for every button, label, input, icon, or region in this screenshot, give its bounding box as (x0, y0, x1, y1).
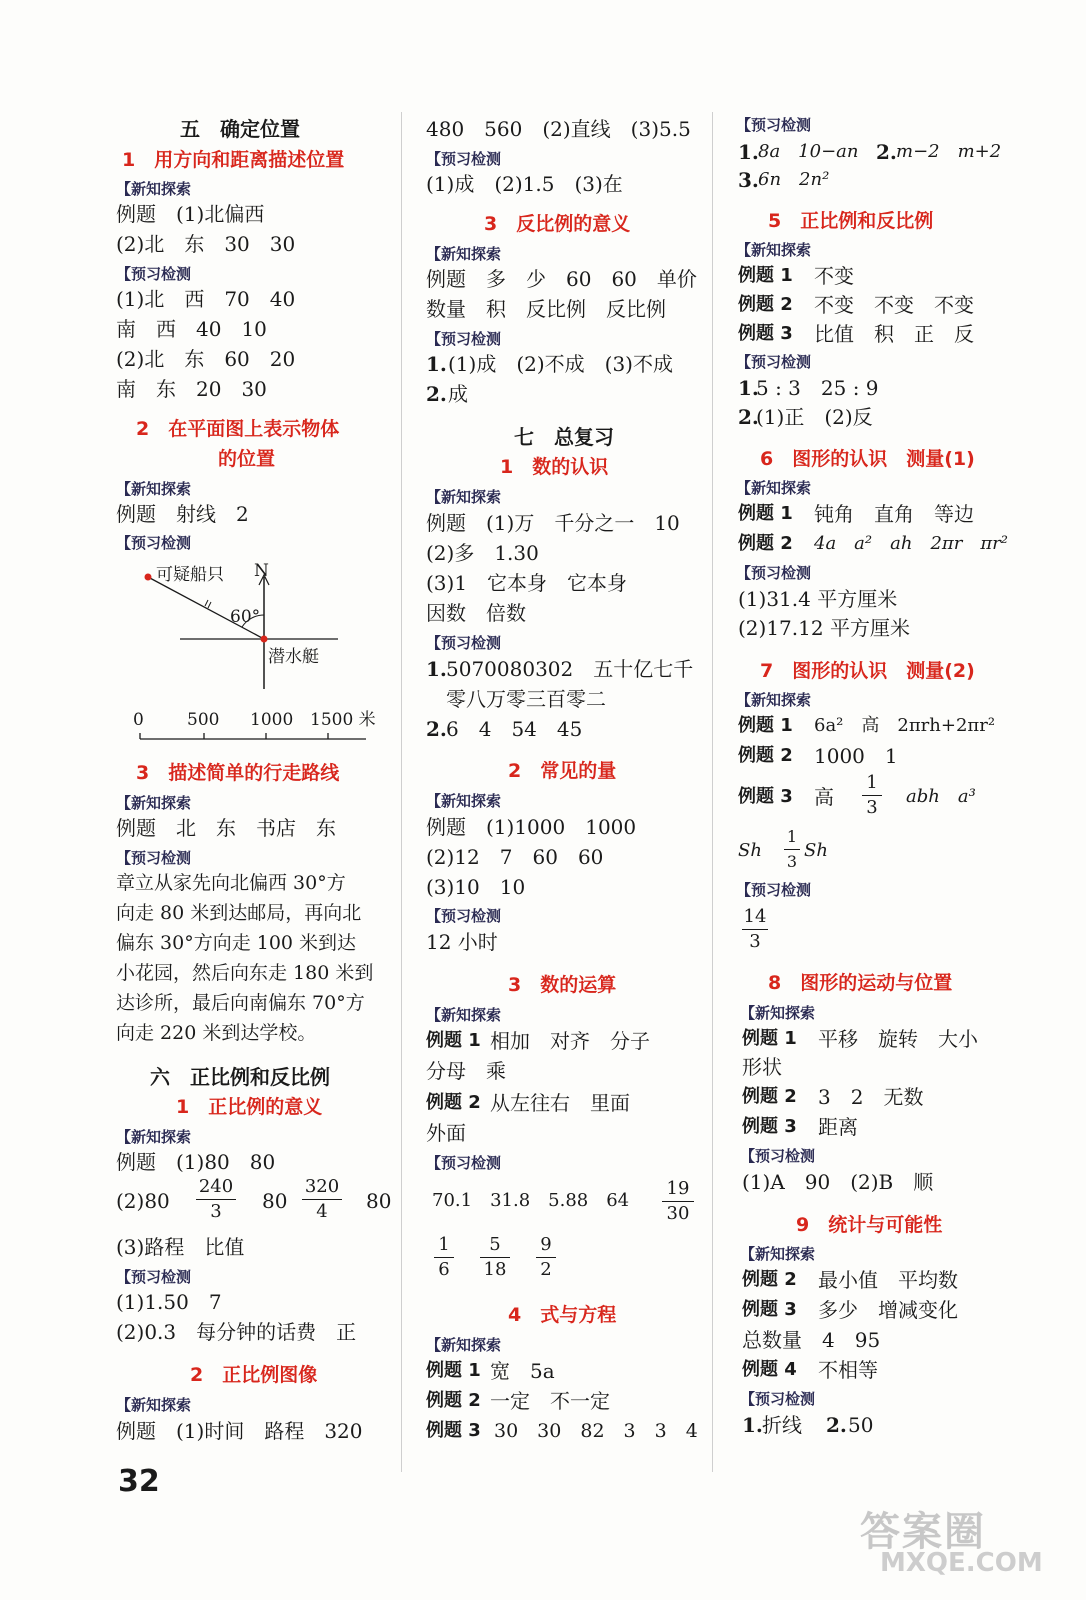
tag-new-knowledge: 【新知探索 (116, 1396, 192, 1414)
example-label: 例题 2 (738, 294, 793, 315)
ship-dot (145, 574, 152, 581)
example-label: 例题 1 (738, 715, 793, 736)
item-number: 1. (426, 352, 447, 376)
answer-line: 例题 (1)80 80 (116, 1150, 276, 1174)
answer-line: 30 30 82 3 3 4 (494, 1420, 698, 1442)
answer-line: (1)31.4 平方厘米 (738, 587, 898, 611)
paragraph-line: 向走 80 米到达邮局，再向北 (116, 902, 362, 924)
answer-line: 宽 5a (490, 1359, 555, 1383)
fraction-numerator: 1 (786, 827, 798, 846)
answer-line: (1)正 (2)反 (756, 405, 873, 429)
fraction-denominator: 3 (210, 1201, 222, 1222)
example-label: 例题 1 (426, 1030, 481, 1051)
item-number: 2. (426, 382, 447, 406)
fraction-denominator: 3 (749, 931, 761, 952)
answer-line: 成 (448, 382, 468, 406)
fraction (302, 1176, 342, 1223)
answer-line: 形状 (742, 1055, 782, 1079)
column-divider (712, 112, 713, 1472)
north-label: N (254, 561, 269, 581)
fraction-numerator: 9 (540, 1234, 552, 1255)
answer-line: Sh (804, 840, 828, 861)
answer-line: 不变 (814, 264, 854, 288)
answer-line: 6a² 高 2πrh+2πr² (814, 715, 996, 736)
example-label: 例题 2 (738, 533, 793, 554)
answer-line: m−2 m+2 (896, 141, 1002, 162)
section-title: 3 描述简单的行走路线 (136, 762, 340, 784)
section-title: 2 在平面图上表示物体 (136, 418, 340, 440)
tag-new-knowledge: 【新知探索 (116, 1128, 192, 1146)
tag-new-knowledge: 【新知探索 (426, 792, 502, 810)
answer-line: 南 东 20 30 (116, 377, 267, 401)
scale-label: 1000 (250, 710, 294, 730)
section-title: 6 图形的认识 测量(1) (760, 448, 975, 470)
fraction-denominator: 4 (316, 1201, 328, 1222)
example-label: 例题 4 (742, 1359, 797, 1380)
tag-new-knowledge: 【新知探索 (426, 1336, 502, 1354)
answer-line: (2)多 1.30 (426, 541, 539, 565)
paragraph-line: 达诊所，最后向南偏东 70°方 (116, 992, 365, 1014)
answer-line: 总数量 4 95 (742, 1328, 881, 1352)
scale-label: 0 (133, 710, 144, 730)
answer-line: 因数 倍数 (426, 601, 526, 625)
section-title: 2 常见的量 (508, 760, 617, 782)
section-title: 3 反比例的意义 (484, 213, 631, 235)
example-label: 例题 3 (742, 1299, 797, 1320)
fraction-denominator: 18 (483, 1259, 507, 1280)
fraction-numerator: 1 (438, 1234, 450, 1255)
answer-line: 例题 射线 2 (116, 502, 249, 526)
tag-preview-check: 【预习检测 (116, 265, 192, 283)
tag-preview-check: 【预习检测 (740, 1147, 816, 1165)
item-number: 2. (738, 405, 759, 429)
fraction (862, 772, 882, 819)
submarine-dot (261, 636, 268, 643)
answer-line: (2)北 东 60 20 (116, 347, 296, 371)
answer-line: (1)A 90 (2)B 顺 (742, 1170, 934, 1194)
paragraph-line: 向走 220 米到达学校。 (116, 1022, 317, 1044)
answer-line: 6n 2n² (758, 169, 830, 190)
tag-new-knowledge: 【新知探索 (116, 794, 192, 812)
answer-line: (2)17.12 平方厘米 (738, 616, 910, 640)
fraction-numerator: 19 (666, 1178, 690, 1199)
example-label: 例题 2 (738, 745, 793, 766)
answer-line: 折线 (762, 1413, 802, 1437)
tag-new-knowledge: 【新知探索 (426, 245, 502, 263)
tag-preview-check: 【预习检测 (426, 150, 502, 168)
example-label: 例题 1 (738, 503, 793, 524)
answer-line: (2)12 7 60 60 (426, 845, 604, 869)
paragraph-line: 偏东 30°方向走 100 米到达 (116, 932, 357, 954)
tag-new-knowledge: 【新知探索 (736, 479, 812, 497)
example-label: 例题 2 (742, 1086, 797, 1107)
answer-line: (1)北 西 70 40 (116, 287, 296, 311)
watermark-logo: 答案圈 (860, 1509, 986, 1555)
answer-line: (3)1 它本身 它本身 (426, 571, 628, 595)
answer-line: (2)北 东 30 30 (116, 232, 296, 256)
answer-line: 8a 10−an (758, 141, 859, 162)
answer-line: 比值 积 正 反 (814, 322, 974, 346)
tag-new-knowledge: 【新知探索 (736, 241, 812, 259)
answer-line: 不变 不变 不变 (814, 293, 974, 317)
tag-preview-check: 【预习检测 (426, 907, 502, 925)
answer-line: 相加 对齐 分子 (490, 1029, 650, 1053)
answer-line: 6 4 54 45 (446, 717, 583, 741)
fraction-numerator: 240 (198, 1176, 234, 1197)
answer-line: 80 (262, 1189, 288, 1213)
fraction (536, 1234, 556, 1281)
item-number: 2. (426, 717, 447, 741)
section-title: 3 数的运算 (508, 974, 617, 996)
tag-preview-check: 【预习检测 (740, 1390, 816, 1408)
answer-line: 不相等 (818, 1358, 878, 1382)
fraction-denominator: 2 (540, 1259, 552, 1280)
answer-line: 50 (848, 1413, 874, 1437)
item-number: 2. (826, 1413, 847, 1437)
item-number: 1. (742, 1413, 763, 1437)
answer-line: 例题 (1)1000 1000 (426, 815, 637, 839)
answer-line: 南 西 40 10 (116, 317, 267, 341)
tag-preview-check: 【预习检测 (426, 1154, 502, 1172)
answer-line: (3)10 10 (426, 875, 526, 899)
answer-line: 80 (366, 1189, 392, 1213)
ship-label: 可疑船只 (156, 565, 224, 585)
fraction-numerator: 1 (866, 772, 878, 793)
answer-line: 4a a² ah 2πr πr² (814, 533, 1008, 554)
tag-preview-check: 【预习检测 (736, 116, 812, 134)
fraction-denominator: 30 (666, 1203, 690, 1224)
answer-line: Sh (738, 840, 762, 861)
tag-new-knowledge: 【新知探索 (116, 480, 192, 498)
page-number: 32 (118, 1464, 160, 1499)
item-number: 1. (426, 657, 447, 681)
chapter-title: 五 确定位置 (180, 117, 300, 141)
answer-line: 480 560 (2)直线 (3)5.5 (426, 117, 691, 141)
answer-line: 高 (814, 785, 834, 809)
answer-line: (2)80 (116, 1189, 170, 1213)
section-title: 2 正比例图像 (190, 1364, 318, 1386)
answer-line: 例题 (1)北偏西 (116, 202, 265, 226)
answer-line: 外面 (426, 1121, 466, 1145)
answer-line: 5070080302 五十亿七千 (446, 657, 694, 681)
fraction (742, 906, 768, 953)
tag-new-knowledge: 【新知探索 (426, 1006, 502, 1024)
example-label: 例题 1 (738, 265, 793, 286)
fraction (196, 1176, 236, 1223)
tag-preview-check: 【预习检测 (426, 330, 502, 348)
submarine-label: 潜水艇 (268, 647, 319, 667)
answer-line: 平移 旋转 大小 (818, 1027, 978, 1051)
fraction (480, 1234, 510, 1281)
example-label: 例题 3 (738, 786, 793, 807)
fraction (784, 826, 800, 873)
answer-line: 数量 积 反比例 反比例 (426, 297, 666, 321)
tag-preview-check: 【预习检测 (116, 534, 192, 552)
answer-line: 例题 (1)时间 路程 320 (116, 1419, 363, 1443)
section-title: 7 图形的认识 测量(2) (760, 660, 975, 682)
example-label: 例题 3 (738, 323, 793, 344)
answer-line: (1)1.50 7 (116, 1290, 222, 1314)
section-title: 4 式与方程 (508, 1304, 617, 1326)
answer-line: 钝角 直角 等边 (814, 502, 974, 526)
answer-line: abh a³ (906, 786, 976, 807)
answer-line: 一定 不一定 (490, 1389, 610, 1413)
section-title: 8 图形的运动与位置 (768, 972, 953, 994)
answer-line: 例题 (1)万 千分之一 10 (426, 511, 680, 535)
fraction-denominator: 3 (866, 797, 878, 818)
answer-line: 例题 多 少 60 60 单价 (426, 267, 697, 291)
section-title-cont: 的位置 (218, 448, 276, 470)
item-number: 3. (738, 168, 759, 192)
item-number: 1. (738, 376, 759, 400)
example-label: 例题 3 (742, 1116, 797, 1137)
answer-line: 例题 北 东 书店 东 (116, 816, 336, 840)
tag-preview-check: 【预习检测 (736, 564, 812, 582)
answer-line: (1)成 (2)不成 (3)不成 (448, 352, 673, 376)
answer-line: (2)0.3 每分钟的话费 正 (116, 1320, 357, 1344)
fraction-denominator: 6 (438, 1259, 450, 1280)
fraction (434, 1234, 454, 1281)
tag-preview-check: 【预习检测 (736, 353, 812, 371)
angle-label: 60° (230, 607, 261, 627)
answer-line: 70.1 31.8 5.88 64 (432, 1190, 630, 1211)
tag-new-knowledge: 【新知探索 (116, 180, 192, 198)
section-title: 9 统计与可能性 (796, 1214, 943, 1236)
scale-label: 500 (187, 710, 220, 730)
example-label: 例题 3 (426, 1420, 481, 1441)
answer-line: 多少 增减变化 (818, 1298, 958, 1322)
fraction-numerator: 5 (489, 1234, 501, 1255)
tag-new-knowledge: 【新知探索 (736, 691, 812, 709)
example-label: 例题 1 (426, 1360, 481, 1381)
tag-preview-check: 【预习检测 (116, 1268, 192, 1286)
answer-line: 12 小时 (426, 930, 498, 954)
example-label: 例题 1 (742, 1028, 797, 1049)
tag-new-knowledge: 【新知探索 (740, 1245, 816, 1263)
answer-line: (3)路程 比值 (116, 1235, 245, 1259)
paragraph-line: 小花园，然后向东走 180 米到 (116, 962, 374, 984)
chapter-title: 七 总复习 (514, 425, 614, 449)
answer-line: 最小值 平均数 (818, 1268, 958, 1292)
fraction-numerator: 320 (304, 1176, 340, 1197)
answer-line: 从左往右 里面 (490, 1091, 630, 1115)
example-label: 例题 2 (426, 1390, 481, 1411)
answer-line: 3 2 无数 (818, 1085, 924, 1109)
column-divider (401, 112, 402, 1472)
paragraph-line: 章立从家先向北偏西 30°方 (116, 872, 346, 894)
answer-line: 5 : 3 25 : 9 (756, 376, 879, 400)
tag-preview-check: 【预习检测 (426, 634, 502, 652)
example-label: 例题 2 (426, 1092, 481, 1113)
item-number: 1. (738, 140, 759, 164)
fraction-denominator: 3 (786, 852, 798, 871)
tag-new-knowledge: 【新知探索 (426, 488, 502, 506)
answer-line: 分母 乘 (426, 1059, 506, 1083)
answer-line: 零八万零三百零二 (446, 687, 606, 711)
example-label: 例题 2 (742, 1269, 797, 1290)
item-number: 2. (876, 140, 897, 164)
answer-line: (1)成 (2)1.5 (3)在 (426, 172, 623, 196)
chapter-title: 六 正比例和反比例 (150, 1065, 330, 1089)
answer-line: 距离 (818, 1115, 858, 1139)
fraction-numerator: 14 (743, 906, 767, 927)
tag-preview-check: 【预习检测 (116, 849, 192, 867)
section-title: 1 用方向和距离描述位置 (122, 149, 345, 171)
section-title: 1 正比例的意义 (176, 1096, 323, 1118)
tag-new-knowledge: 【新知探索 (740, 1004, 816, 1022)
tag-preview-check: 【预习检测 (736, 881, 812, 899)
fraction (662, 1178, 694, 1225)
section-title: 1 数的认识 (500, 456, 609, 478)
answer-line: 1000 1 (814, 744, 898, 768)
scale-label: 1500 米 (310, 710, 376, 730)
watermark-url: MXQE.COM (880, 1548, 1043, 1578)
section-title: 5 正比例和反比例 (768, 210, 934, 232)
